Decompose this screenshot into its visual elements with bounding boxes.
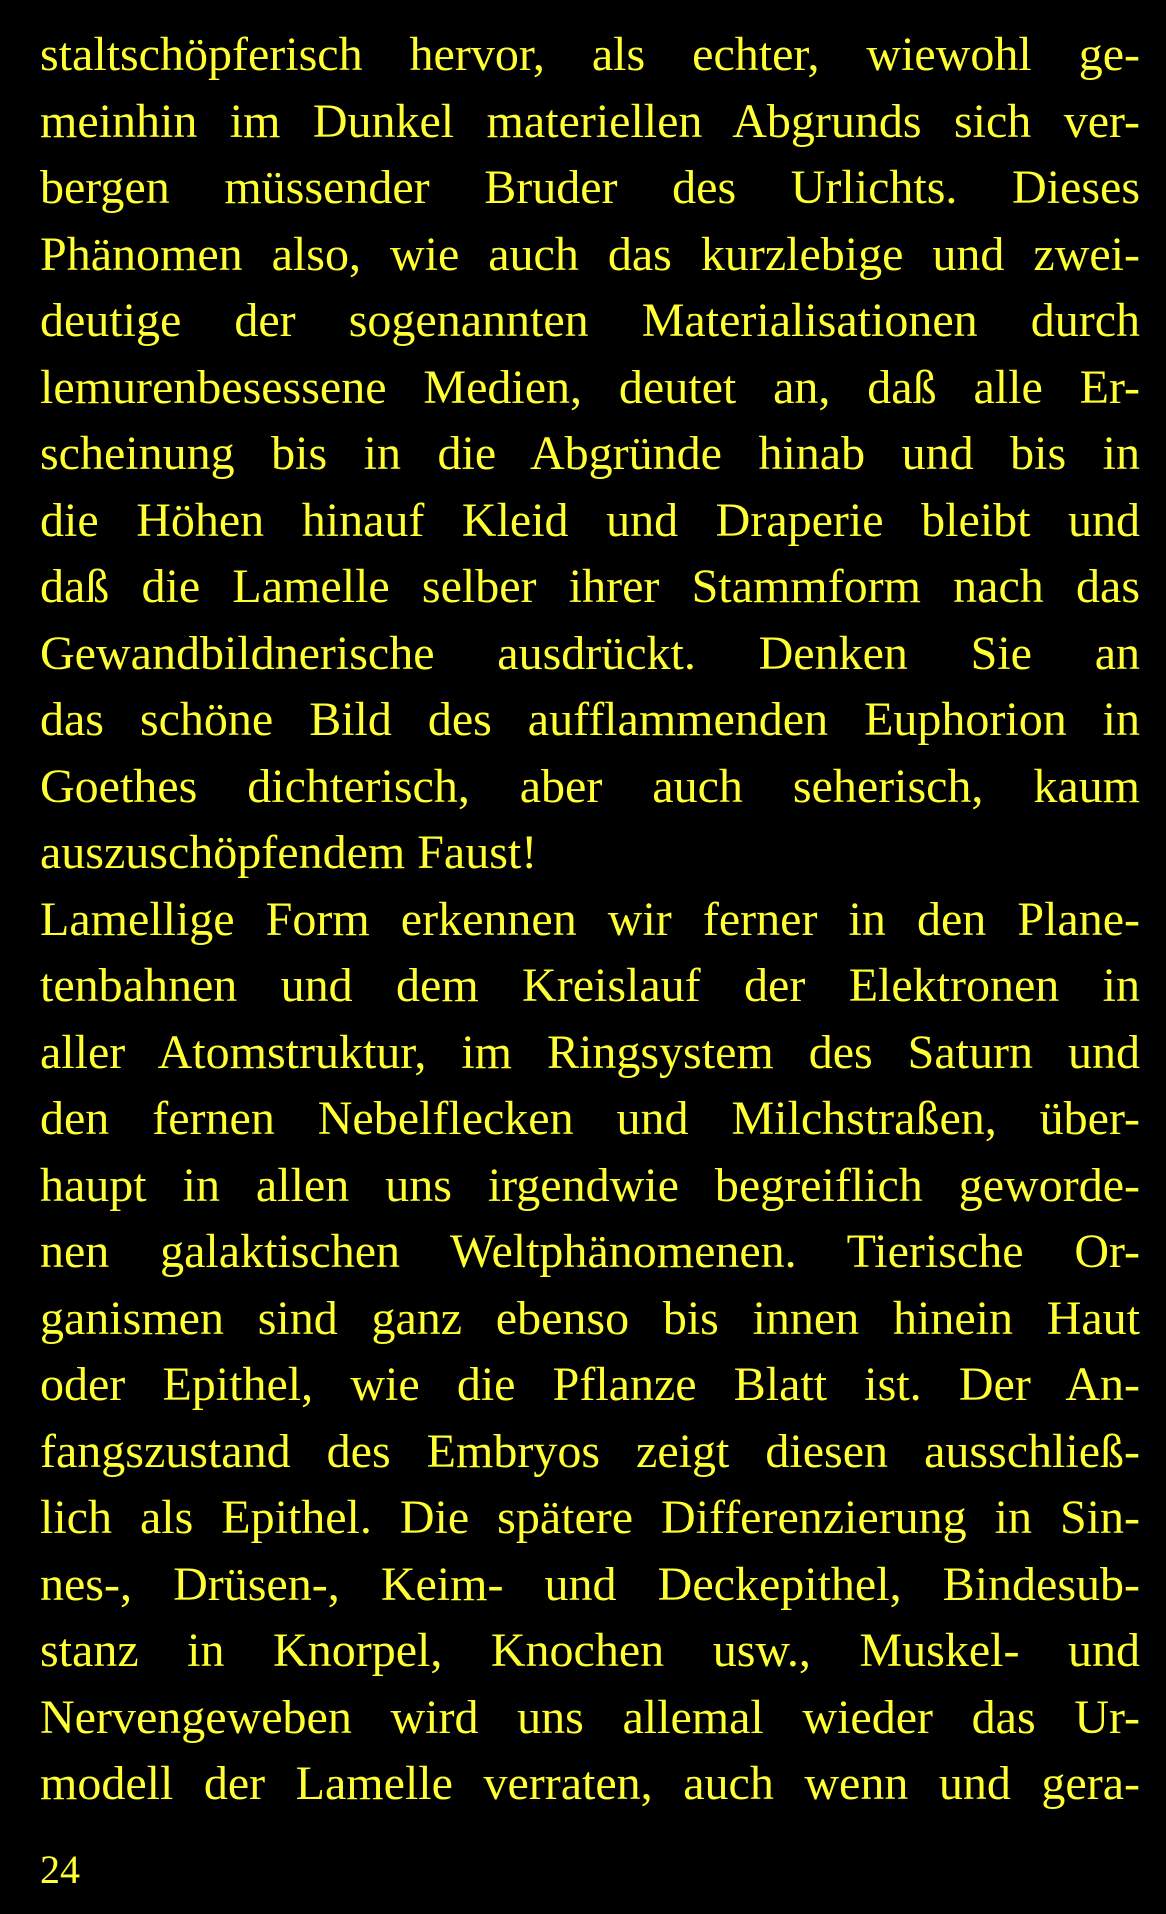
text-line: Goethes dichterisch, aber auch seherisch, kaum — [40, 759, 1140, 813]
text-line: haupt in allen uns irgendwie begreiflich geworde- — [40, 1158, 1140, 1212]
body-text — [40, 22, 1140, 1818]
text-line: staltschöpferisch hervor, als echter, wiewohl ge- — [40, 28, 1140, 81]
text-line: nen galaktischen Weltphänomenen. Tierische Or- — [40, 1225, 1140, 1278]
text-line: die Höhen hinauf Kleid und Draperie bleibt und — [40, 493, 1140, 547]
text-line: Phänomen also, wie auch das kurzlebige und zwei- — [40, 227, 1140, 281]
text-line: deutige der sogenannten Materialisationen durch — [40, 294, 1140, 347]
text-line: Gewandbildnerische ausdrückt. Denken Sie an — [40, 626, 1140, 680]
text-line: den fernen Nebelflecken und Milchstraßen, über- — [40, 1092, 1140, 1145]
page-number: 24 — [40, 1847, 80, 1892]
paragraph-end-line: auszuschöpfendem Faust! — [40, 826, 538, 879]
text-line: tenbahnen und dem Kreislauf der Elektronen in — [40, 959, 1140, 1012]
text-line: oder Epithel, wie die Pflanze Blatt ist. Der An- — [40, 1358, 1140, 1411]
text-line: lemurenbesessene Medien, deutet an, daß alle Er- — [40, 360, 1140, 414]
text-line: nes-, Drüsen-, Keim- und Deckepithel, Bindesub- — [40, 1557, 1140, 1611]
text-line: modell der Lamelle verraten, auch wenn und gera- — [40, 1757, 1140, 1810]
text-line: stanz in Knorpel, Knochen usw., Muskel- und — [40, 1624, 1140, 1677]
text-line: das schöne Bild des aufflammenden Euphorion in — [40, 693, 1140, 746]
text-line: scheinung bis in die Abgründe hinab und bis in — [40, 427, 1140, 480]
text-line: aller Atomstruktur, im Ringsystem des Saturn und — [40, 1025, 1140, 1079]
text-line: Lamellige Form erkennen wir ferner in den Plane- — [40, 892, 1140, 946]
text-line: ganismen sind ganz ebenso bis innen hinein Haut — [40, 1291, 1140, 1345]
text-line: fangszustand des Embryos zeigt diesen ausschließ- — [40, 1424, 1140, 1478]
text-line: Nervengeweben wird uns allemal wieder das Ur- — [40, 1690, 1140, 1744]
text-line: daß die Lamelle selber ihrer Stammform nach das — [40, 560, 1140, 613]
text-line: bergen müssender Bruder des Urlichts. Dieses — [40, 161, 1140, 214]
text-line: lich als Epithel. Die spätere Differenzierung in Sin- — [40, 1491, 1140, 1544]
text-line: meinhin im Dunkel materiellen Abgrunds sich ver- — [40, 94, 1140, 148]
